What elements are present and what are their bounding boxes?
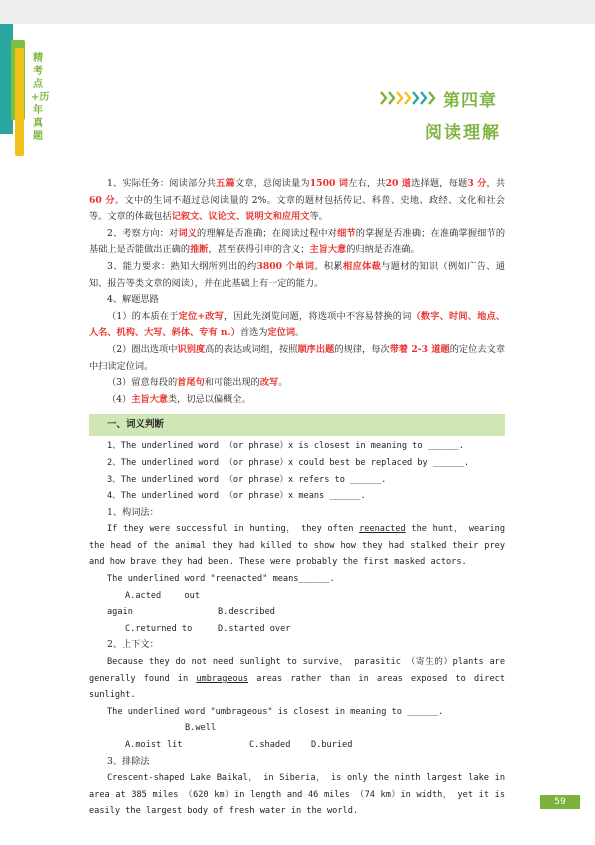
page-number: 59: [540, 795, 580, 809]
method-2-options: A.moistB.well lit C.shaded D.buried: [125, 723, 353, 750]
method-1-heading: 1、构词法：: [107, 506, 159, 518]
strategy-2: （2）圈出选项中识别度高的表达或词组，按照顺序出题的规律，每次带着 2-3 道题的定位去文章中扫读定位词。: [89, 343, 506, 372]
method-1-options-row2: C.returned to D.started over: [125, 623, 291, 634]
question-type-2: 2、The underlined word （or phrase）x could best be replaced by ______.: [107, 457, 470, 468]
method-1-question: The underlined word "reenacted" means______.: [107, 574, 335, 585]
method-2-heading: 2、上下文：: [107, 639, 159, 651]
underlined-word: reenacted: [359, 524, 406, 535]
question-type-3: 3、The underlined word （or phrase）x refers to ______.: [107, 474, 387, 485]
chevrons-icon: [379, 89, 441, 107]
underlined-word: umbrageous: [196, 673, 249, 684]
question-type-4: 4、The underlined word （or phrase）x means ______.: [107, 491, 366, 502]
method-1-options-row1: A.acted out again B.described: [107, 590, 275, 618]
chapter-title: 阅读理解: [425, 123, 501, 143]
main-content: [89, 176, 505, 820]
method-2-question: The underlined word "umbrageous" is closest in meaning to ______.: [107, 706, 444, 717]
method-1-passage: If they were successful in hunting， they often reenacted the hunt， wearing the head of the animal they had killed to show how they had stalked their prey and how brave they had been. These were probably the first masked actors.: [89, 524, 505, 568]
side-bar-yellow: [15, 48, 24, 156]
chapter-number: 第四章: [443, 91, 497, 111]
method-2-passage: Because they do not need sunlight to survive， parasitic （寄生的）plants are generally found in umbrageous areas rather than in areas exposed to direct sunlight.: [89, 657, 505, 701]
section-header: 一、词义判断: [89, 414, 505, 436]
intro-p4: 4、解题思路: [107, 294, 159, 306]
method-3-heading: 3、排除法: [107, 755, 150, 767]
strategy-1: （1）的本质在于定位+改写，因此先浏览问题，将选项中不容易替换的词（数字、时间、地点、人名、机构、大写、斜体、专有 n.）首选为定位词。: [89, 310, 506, 339]
strategy-3: （3）留意每段的首尾句和可能出现的改写。: [107, 377, 288, 389]
side-label: 精考点+历年真题: [31, 53, 50, 142]
intro-p2: 2、考察方向：对词义的理解是否准确；在阅读过程中对细节的掌握是否准确；在准确掌握细节的基础上是否能做出正确的推断，甚至获得引申的含义；主旨大意的归纳是否准确。: [89, 227, 506, 256]
top-band: [0, 0, 595, 24]
question-type-1: 1、The underlined word （or phrase）x is closest in meaning to ______.: [107, 441, 464, 452]
method-3-passage: Crescent-shaped Lake Baikal， in Siberia， is only the ninth largest lake in area at 385 miles （620 km）in length and 46 miles （74 km）in width， yet it is easily the largest body of fresh water in the world.: [89, 773, 505, 817]
strategy-4: （4）主旨大意类，切忌以偏概全。: [107, 393, 251, 405]
intro-p3: 3、能力要求：熟知大纲所列出的约3800 个单词。积累相应体裁与题材的知识（例如广告、通知、报告等类文章的阅读），并在此基础上有一定的能力。: [89, 260, 506, 289]
intro-p1: 1、实际任务：阅读部分共五篇文章，总阅读量为1500 词左右，共20 道选择题，每题3 分，共60 分。文中的生词不超过总阅读量的 2%。文章的题材包括传记、科普、史地、政经、文化和社会等。文章的体裁包括记叙文、议论文、说明文和应用文等。: [89, 178, 506, 223]
